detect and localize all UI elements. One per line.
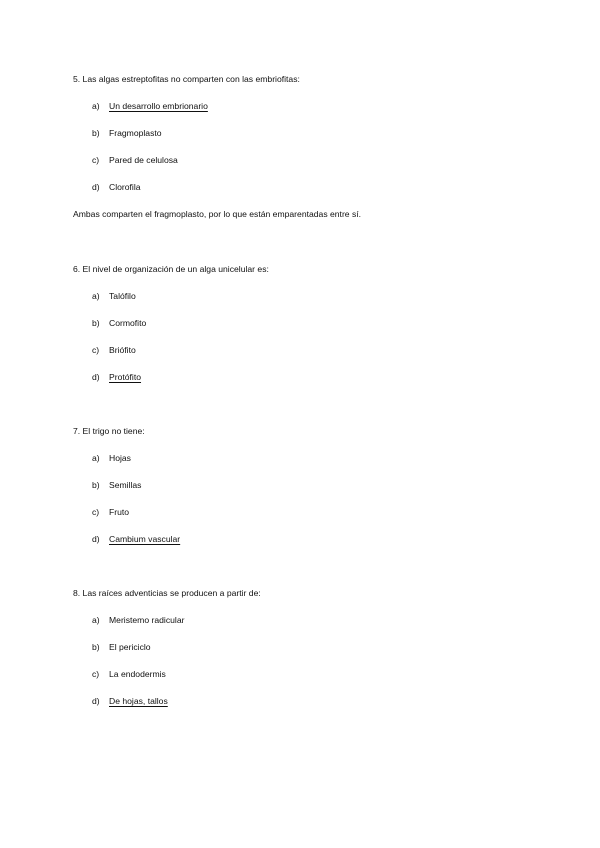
option-text-correct: Cambium vascular: [109, 534, 181, 544]
question-5-text: 5. Las algas estreptofitas no comparten con las embriofitas:: [73, 74, 300, 84]
option-letter: b): [92, 642, 100, 652]
option-letter: c): [92, 507, 100, 517]
option-text-correct: Un desarrollo embrionario: [109, 101, 208, 111]
option-text: Pared de celulosa: [109, 155, 178, 165]
option-letter: a): [92, 615, 100, 625]
option-text: Fragmoplasto: [109, 128, 162, 138]
question-6-text: 6. El nivel de organización de un alga unicelular es:: [73, 264, 269, 274]
option-text: Hojas: [109, 453, 131, 463]
option-text: Clorofila: [109, 182, 141, 192]
question-8-text: 8. Las raíces adventicias se producen a partir de:: [73, 588, 261, 598]
option-letter: d): [92, 372, 100, 382]
option-text: La endodermis: [109, 669, 166, 679]
option-text: Meristemo radicular: [109, 615, 185, 625]
option-letter: c): [92, 345, 100, 355]
option-text-correct: De hojas, tallos: [109, 696, 168, 706]
option-text: Briófito: [109, 345, 136, 355]
option-letter: b): [92, 318, 100, 328]
option-text: Talófilo: [109, 291, 136, 301]
option-letter: a): [92, 291, 100, 301]
option-letter: b): [92, 480, 100, 490]
option-letter: d): [92, 696, 100, 706]
question-5-explanation: Ambas comparten el fragmoplasto, por lo que están emparentadas entre sí.: [73, 209, 362, 219]
question-7-text: 7. El trigo no tiene:: [73, 426, 145, 436]
option-letter: a): [92, 101, 100, 111]
option-text-correct: Protófito: [109, 372, 142, 382]
option-letter: c): [92, 155, 100, 165]
option-letter: a): [92, 453, 100, 463]
option-text: Cormofito: [109, 318, 147, 328]
option-letter: d): [92, 182, 100, 192]
option-letter: c): [92, 669, 100, 679]
option-text: Fruto: [109, 507, 130, 517]
option-letter: d): [92, 534, 100, 544]
option-text: Semillas: [109, 480, 142, 490]
option-text: El periciclo: [109, 642, 151, 652]
option-letter: b): [92, 128, 100, 138]
